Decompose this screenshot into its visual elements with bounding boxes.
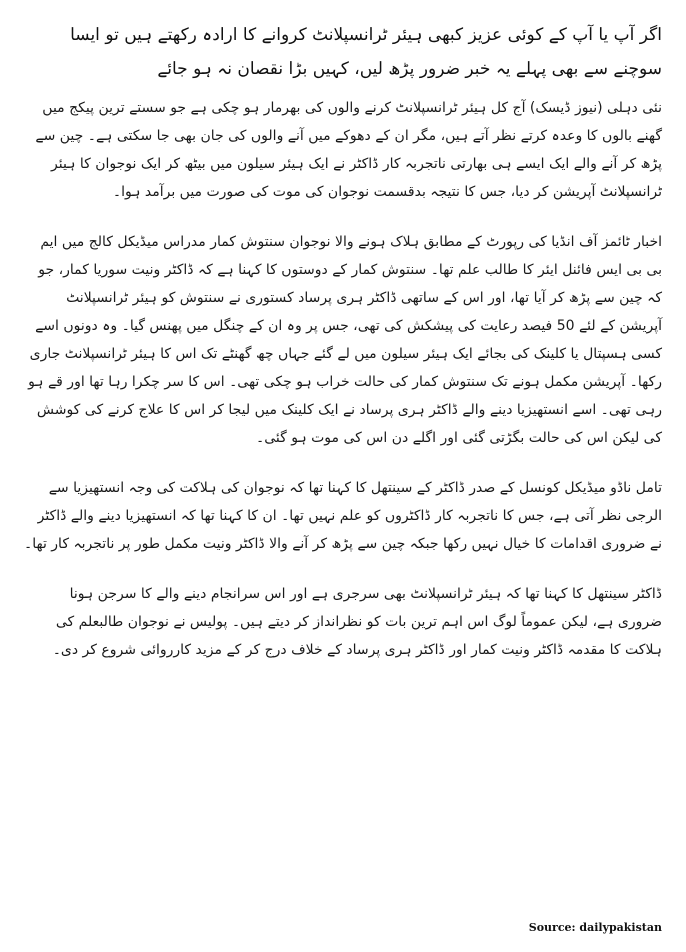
article-headline: اگر آپ یا آپ کے کوئی عزیز کبھی ہیئر ٹرانسپلانٹ کروانے کا ارادہ رکھتے ہیں تو ایسا سوچنے سے بھی پہلے یہ خبر ضرور پڑھ لیں، کہیں بڑا نقصان نہ ہو جائے bbox=[70, 25, 662, 79]
article-paragraph: تامل ناڈو میڈیکل کونسل کے صدر ڈاکٹر کے سینتھل کا کہنا تھا کہ نوجوان کی ہلاکت کی وجہ انستھیزیا سے الرجی نظر آتی ہے، جس کا ناتجربہ کار ڈاکٹروں کو علم نہیں تھا۔ ان کا کہنا تھا کہ انستھیزیا دینے والے ڈاکٹر نے ضروری اقدامات کا خیال نہیں رکھا جبکہ چین سے پڑھ کر آنے والا ڈاکٹر ونیت مکمل طور پر ناتجربہ کار تھا۔ bbox=[24, 480, 662, 552]
article-paragraph: نئی دہلی (نیوز ڈیسک) آج کل ہیئر ٹرانسپلانٹ کرنے والوں کی بھرمار ہو چکی ہے جو سستے ترین پیکج میں گھنے بالوں کا وعدہ کرتے نظر آتے ہیں، مگر ان کے دھوکے میں آنے والوں کی جان بھی جا سکتی ہے۔ چین سے پڑھ کر آنے والے ایک ایسے ہی بھارتی ناتجربہ کار ڈاکٹر نے ایک ہیئر سیلون میں بیٹھ کر ایک نوجوان کا ہیئر ٹرانسپلانٹ آپریشن کر دیا، جس کا نتیجہ بدقسمت نوجوان کی موت کی صورت میں برآمد ہوا۔ bbox=[35, 100, 662, 200]
article-paragraph: ڈاکٹر سینتھل کا کہنا تھا کہ ہیئر ٹرانسپلانٹ بھی سرجری ہے اور اس سرانجام دینے والے کا سرجن ہونا ضروری ہے، لیکن عموماً لوگ اس اہم ترین بات کو نظرانداز کر دیتے ہیں۔ پولیس نے نوجوان طالبعلم کی ہلاکت کا مقدمہ ڈاکٹر ونیت کمار اور ڈاکٹر ہری پرساد کے خلاف درج کر کے مزید کارروائی شروع کر دی۔ bbox=[52, 586, 662, 658]
source-credit: Source: dailypakistan bbox=[528, 921, 662, 934]
article-paragraph: اخبار ٹائمز آف انڈیا کی رپورٹ کے مطابق ہلاک ہونے والا نوجوان سنتوش کمار مدراس میڈیکل کالج میں ایم بی بی ایس فائنل ایئر کا طالب علم تھا۔ سنتوش کمار کے دوستوں کا کہنا ہے کہ ڈاکٹر ونیت سوریا کمار، جو کہ چین سے پڑھ کر آیا تھا، اور اس کے ساتھی ڈاکٹر ہری پرساد کستوری نے سنتوش کو ہیئر ٹرانسپلانٹ آپریشن کے لئے 50 فیصد رعایت کی پیشکش کی تھی، جس پر وہ ان کے چنگل میں پھنس گیا۔ وہ دونوں اسے کسی ہسپتال یا کلینک کی بجائے ایک ہیئر سیلون میں لے گئے جہاں چھ گھنٹے تک اس کا ہیئر ٹرانسپلانٹ جاری رکھا۔ آپریشن مکمل ہونے تک سنتوش کمار کی حالت خراب ہو چکی تھی۔ اس کا سر چکرا رہا تھا اور قے ہو رہی تھی۔ اسے انستھیزیا دینے والے ڈاکٹر ہری پرساد نے ایک کلینک میں لیجا کر اس کا علاج کرنے کی کوشش کی لیکن اس کی حالت بگڑتی گئی اور اگلے دن اس کی موت ہو گئی۔ bbox=[28, 234, 662, 446]
